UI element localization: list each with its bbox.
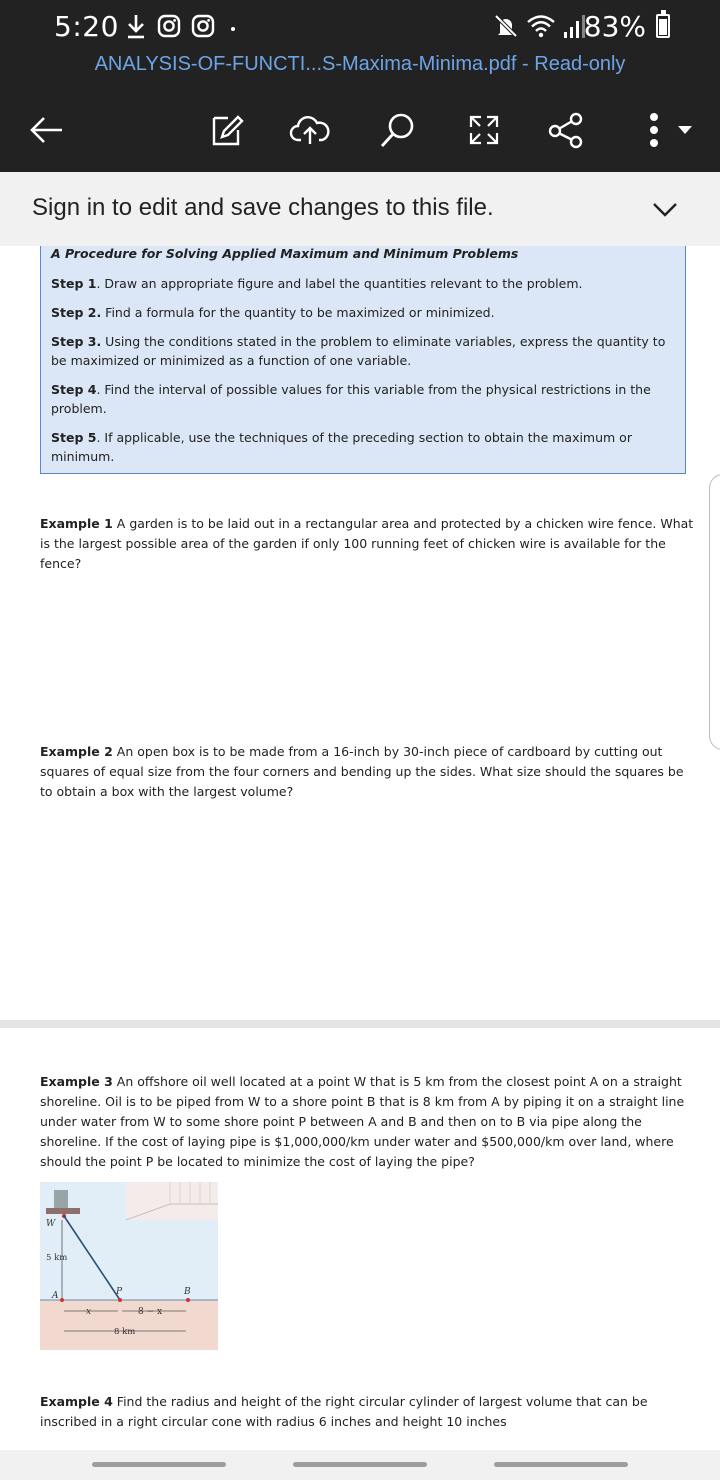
search-icon	[378, 110, 418, 150]
sign-in-banner[interactable]	[0, 172, 720, 246]
document-title-bar	[0, 52, 720, 88]
example-1: Example 1 A garden is to be laid out in a rectangular area and protected by a chicken wire fence. What is the largest possible area of the garden if only 100 running feet of chicken wire is available for the fence?	[40, 516, 694, 571]
mute-icon	[492, 12, 520, 40]
page-separator	[0, 1020, 720, 1028]
label-5km: 5 km	[46, 1253, 68, 1263]
procedure-step: Step 3. Using the conditions stated in the problem to eliminate variables, express the quantity to be maximized or minimized as a function of one variable.	[51, 334, 666, 368]
sign-in-message: Sign in to edit and save changes to this file.	[32, 194, 494, 221]
navigation-bar	[0, 1450, 720, 1480]
battery-icon	[656, 14, 670, 38]
procedure-step: Step 4. Find the interval of possible values for this variable from the physical restrictions in the problem.	[51, 382, 651, 416]
wifi-icon	[526, 12, 556, 40]
battery-percent: 83%	[583, 10, 646, 43]
nav-back-button[interactable]	[494, 1462, 628, 1467]
example-2: Example 2 An open box is to be made from a 16-inch by 30-inch piece of cardboard by cutting out squares of equal size from the four corners and bending up the sides. What size should the squares be to obtain a box with the largest volume?	[40, 744, 684, 799]
nav-home-button[interactable]	[293, 1462, 427, 1467]
side-panel-handle[interactable]	[709, 474, 720, 750]
procedure-step: Step 2. Find a formula for the quantity to be maximized or minimized.	[51, 305, 495, 320]
example-4: Example 4 Find the radius and height of the right circular cylinder of largest volume that can be inscribed in a right circular cone with radius 6 inches and height 10 inches	[40, 1394, 648, 1429]
figure-building	[126, 1182, 218, 1220]
example-3: Example 3 An offshore oil well located at a point W that is 5 km from the closest point A on a straight shoreline. Oil is to be piped from W to a shore point B that is 8 km from A by piping it on a straight line under water from W to some shore point P between A and B and then on to B via pipe along the shoreline. If the cost of laying pipe is $1,000,000/km under water and $500,000/km over land, where should the point P be located to minimize the cost of laying the pipe?	[40, 1074, 685, 1169]
edit-icon	[206, 110, 246, 150]
nav-recents-button[interactable]	[92, 1462, 226, 1467]
procedure-step: Step 5. If applicable, use the techniques of the preceding section to obtain the maximum or minimum.	[51, 430, 632, 464]
back-arrow-icon	[26, 110, 66, 150]
dot-icon	[224, 13, 240, 39]
back-button[interactable]	[22, 106, 70, 154]
cloud-upload-icon	[289, 110, 331, 150]
label-8km: 8 km	[114, 1327, 136, 1337]
instagram-icon	[190, 13, 216, 39]
status-bar	[0, 0, 720, 52]
more-options-button[interactable]	[636, 106, 700, 154]
oil-well-figure	[40, 1182, 218, 1350]
share-button[interactable]	[542, 106, 590, 154]
label-a: A	[52, 1291, 59, 1301]
fullscreen-button[interactable]	[460, 106, 508, 154]
figure-oil-rig-platform	[46, 1208, 80, 1214]
signal-icon	[562, 12, 586, 40]
fullscreen-icon	[464, 110, 504, 150]
status-time: 5:20	[54, 10, 119, 43]
procedure-step: Step 1. Draw an appropriate figure and label the quantities relevant to the problem.	[51, 276, 583, 291]
system-icons	[492, 12, 586, 40]
edit-button[interactable]	[202, 106, 250, 154]
point-b	[186, 1298, 190, 1302]
procedure-box	[40, 246, 686, 474]
label-w: W	[46, 1219, 56, 1229]
upload-button[interactable]	[286, 106, 334, 154]
procedure-title: A Procedure for Solving Applied Maximum and Minimum Problems	[51, 246, 519, 261]
figure-land	[40, 1300, 218, 1350]
instagram-icon	[156, 13, 182, 39]
more-icon	[638, 110, 698, 150]
document-title[interactable]: ANALYSIS-OF-FUNCTI...S-Maxima-Minima.pdf - Read-only	[94, 53, 626, 75]
toolbar	[0, 88, 720, 172]
chevron-down-icon[interactable]	[650, 194, 680, 224]
download-icon	[124, 12, 148, 40]
search-button[interactable]	[374, 106, 422, 154]
label-8-minus-x: 8 − x	[138, 1307, 163, 1317]
label-x: x	[86, 1307, 92, 1317]
label-b: B	[184, 1287, 191, 1297]
notification-icons	[124, 12, 240, 40]
label-p: P	[116, 1287, 123, 1297]
point-a	[60, 1298, 64, 1302]
share-icon	[546, 110, 586, 150]
point-p	[118, 1298, 122, 1302]
